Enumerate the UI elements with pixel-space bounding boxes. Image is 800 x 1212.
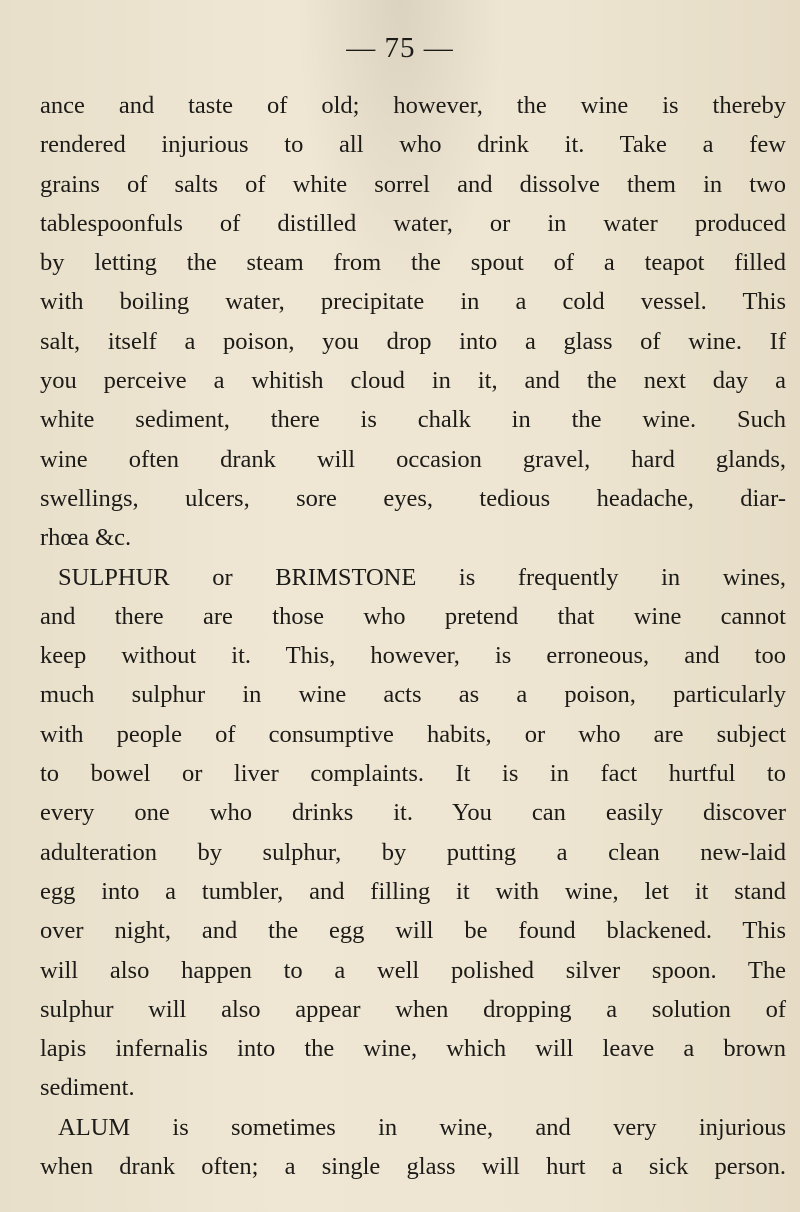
text-line: rhœa &c.: [40, 524, 132, 552]
text-line: salt, itself a poison, you drop into a glass of wine. If: [40, 327, 786, 355]
section-heading-alum: ALUM is sometimes in wine, and very injurious: [58, 1113, 786, 1141]
text-line: rendered injurious to all who drink it. Take a few: [40, 131, 786, 159]
text-line: to bowel or liver complaints. It is in fact hurtful to: [40, 760, 786, 788]
text-line: and there are those who pretend that wine cannot: [40, 602, 786, 630]
text-line: grains of salts of white sorrel and dissolve them in two: [40, 170, 786, 198]
body-text: [40, 86, 786, 1186]
text-line: tablespoonfuls of distilled water, or in water produced: [40, 209, 786, 237]
text-line: keep without it. This, however, is erroneous, and too: [40, 642, 786, 670]
text-line: egg into a tumbler, and filling it with wine, let it stand: [40, 877, 786, 905]
text-line: when drank often; a single glass will hurt a sick person.: [40, 1153, 786, 1181]
text-line: swellings, ulcers, sore eyes, tedious headache, diar-: [40, 484, 786, 512]
page-number: — 75 —: [346, 32, 454, 64]
text-line: sulphur will also appear when dropping a solution of: [40, 995, 786, 1023]
text-line: lapis infernalis into the wine, which will leave a brown: [40, 1035, 786, 1063]
section-heading-sulphur: SULPHUR or BRIMSTONE is frequently in wines,: [58, 563, 786, 591]
text-line: wine often drank will occasion gravel, hard glands,: [40, 445, 786, 473]
text-line: you perceive a whitish cloud in it, and the next day a: [40, 367, 786, 395]
text-line: every one who drinks it. You can easily discover: [40, 799, 786, 827]
text-line: will also happen to a well polished silver spoon. The: [40, 956, 786, 984]
text-line: white sediment, there is chalk in the wine. Such: [40, 406, 786, 434]
text-line: with people of consumptive habits, or who are subject: [40, 720, 786, 748]
text-line: by letting the steam from the spout of a teapot filled: [40, 249, 786, 277]
text-line: sediment.: [40, 1074, 135, 1102]
text-line: with boiling water, precipitate in a cold vessel. This: [40, 288, 786, 316]
text-line: over night, and the egg will be found blackened. This: [40, 917, 786, 945]
text-line: much sulphur in wine acts as a poison, particularly: [40, 681, 786, 709]
text-line: adulteration by sulphur, by putting a clean new-laid: [40, 838, 786, 866]
text-line: ance and taste of old; however, the wine is thereby: [40, 92, 786, 119]
